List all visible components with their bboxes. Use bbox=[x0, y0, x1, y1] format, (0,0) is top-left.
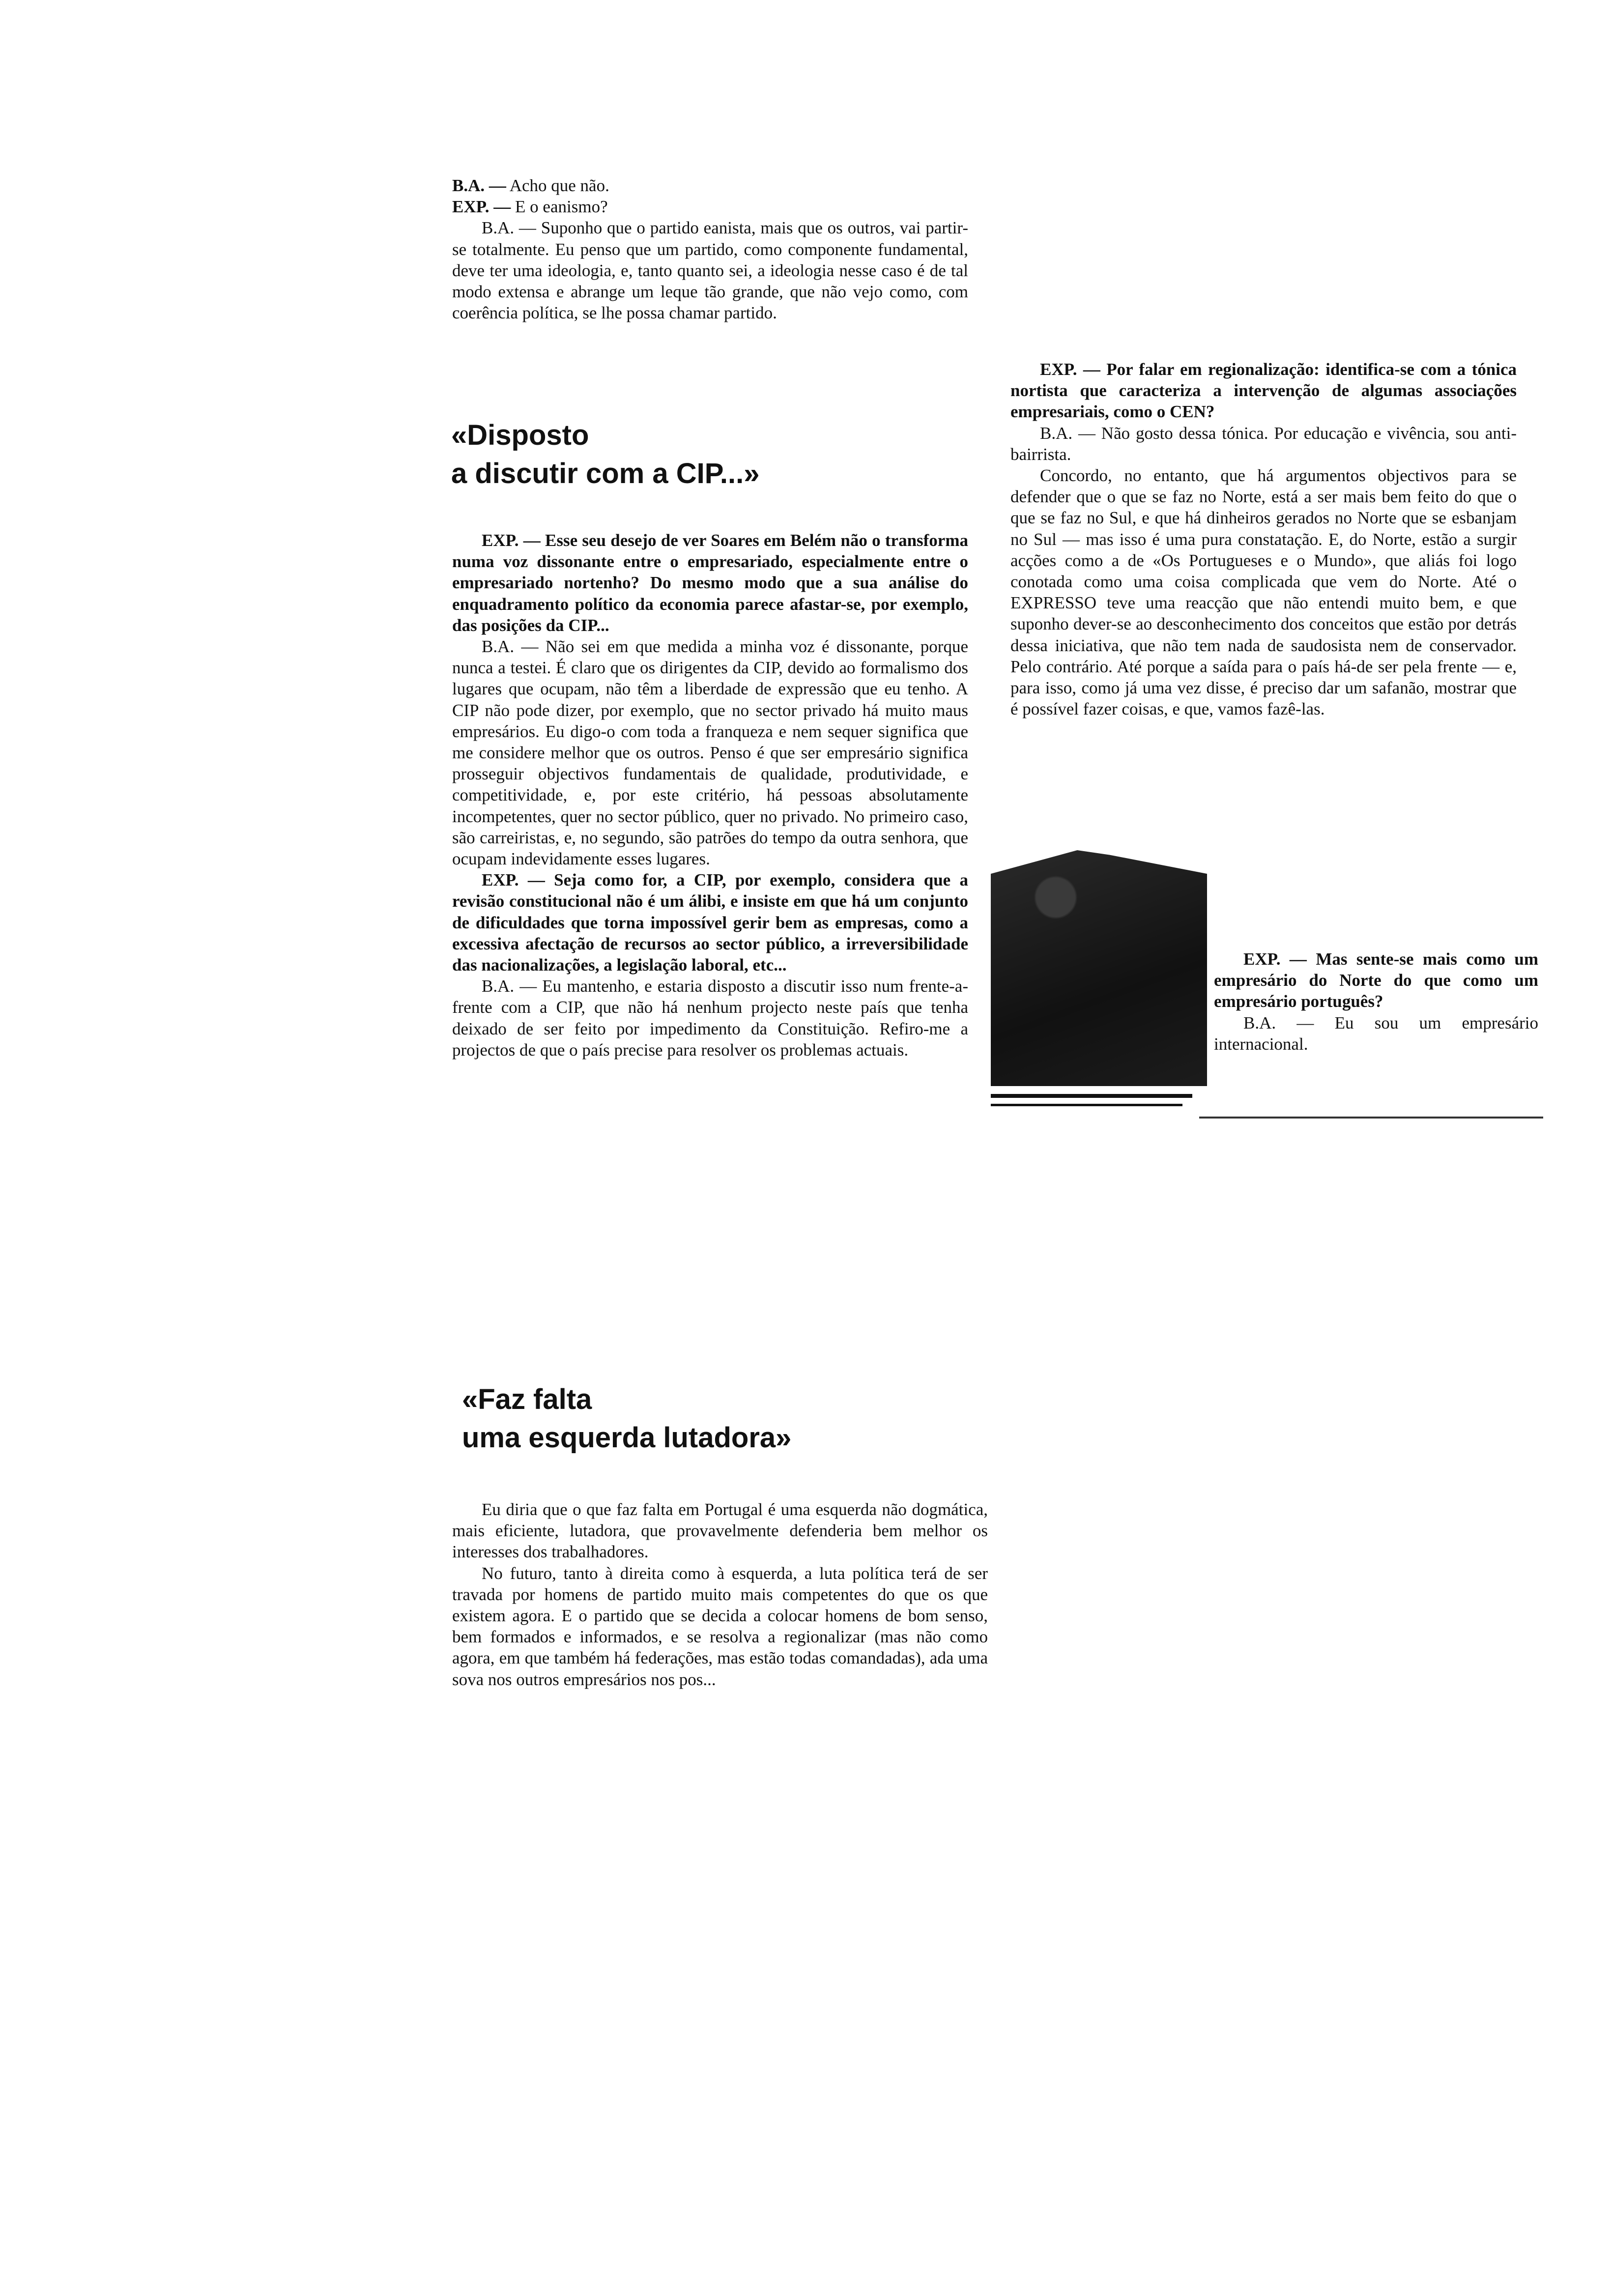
right-column-lower bbox=[1214, 948, 1538, 1055]
question-paragraph: EXP. — Por falar em regionalização: identifica-se com a tónica nortista que caracteriza a intervenção de algumas associações empresariais, como o CEN? bbox=[1010, 360, 1517, 422]
section-heading-1-line-1: «Disposto bbox=[451, 419, 589, 451]
question-paragraph: EXP. — Esse seu desejo de ver Soares em Belém não o transforma numa voz dissonante entre o empresariado, especialmente entre o empresariado nortenho? Do mesmo modo que a sua análise do enquadramento político da economia parece afastar-se, por exemplo, das posições da CIP... bbox=[452, 531, 968, 635]
section-heading-2-line-1: «Faz falta bbox=[462, 1383, 592, 1415]
right-column bbox=[1010, 359, 1517, 719]
answer-paragraph: B.A. — Eu mantenho, e estaria disposto a discutir isso num frente-a-frente com a CIP, que não há nenhum projecto neste país que tenha deixado de ser feito por impedimento da Constituição. Refiro-me a projectos de que o país precise para resolver os problemas actuais. bbox=[452, 976, 968, 1060]
question-text: E o eanismo? bbox=[515, 197, 608, 217]
photo-bottom-rule bbox=[991, 1094, 1192, 1098]
speaker-label: EXP. — bbox=[452, 197, 511, 217]
left-column-body bbox=[452, 530, 968, 1061]
question-paragraph: EXP. — Seja como for, a CIP, por exemplo, considera que a revisão constitucional não é um álibi, e insiste em que há um conjunto de dificuldades que torna impossível gerir bem as empresas, como a excessiva afectação de recursos ao sector público, a irreversibilidade das nacionalizações, a legislação laboral, etc... bbox=[452, 870, 968, 975]
top-line-2 bbox=[452, 196, 968, 217]
left-column-tail bbox=[452, 1499, 988, 1690]
speaker-label: B.A. — bbox=[452, 176, 506, 195]
body-paragraph: No futuro, tanto à direita como à esquerda, a luta política terá de ser travada por homens de partido muito mais competentes do que os que existem agora. E o partido que se decida a colocar homens de bom senso, bem formados e informados, e se resolva a regionalizar (mas não como agora, em que também há federações, mas estão todas comandadas), ada uma sova nos outros empresários nos pos... bbox=[452, 1563, 988, 1689]
answer-paragraph: B.A. — Suponho que o partido eanista, mais que os outros, vai partir-se totalmente. Eu penso que um partido, como componente fundamental, deve ter uma ideologia, e, tanto quanto sei, a ideologia nesse caso é de tal modo extensa e abrange um leque tão grande, que não vejo como, com coerência política, se lhe possa chamar partido. bbox=[452, 218, 968, 323]
body-paragraph: Eu diria que o que faz falta em Portugal é uma esquerda não dogmática, mais eficiente, lutadora, que provavelmente defenderia bem melhor os interesses dos trabalhadores. bbox=[452, 1500, 988, 1562]
question-paragraph: EXP. — Mas sente-se mais como um empresário do Norte do que como um empresário português? bbox=[1214, 949, 1538, 1011]
answer-paragraph: Concordo, no entanto, que há argumentos objectivos para se defender que o que se faz no Norte, está a ser mais bem feito do que o que se faz no Sul, e que há dinheiros gerados no Norte que se esbanjam no Sul — mas isso é uma pura constatação. E, do Norte, estão a surgir acções como a de «Os Portugueses e o Mundo», que aliás foi logo conotada como uma coisa complicada que vem do Norte. Até o EXPRESSO teve uma reacção que não entendi muito bem, e que suponho dever-se ao desconhecimento dos conceitos que estão por detrás dessa iniciativa, que não tem nada de saudosista nem de conservador. Pelo contrário. Até porque a saída para o país há-de ser pela frente — e, para isso, como já uma vez disse, é preciso dar um safanão, mostrar que é possível fazer coisas, e que, vamos fazê-las. bbox=[1010, 466, 1517, 719]
photo-bottom-rule bbox=[991, 1104, 1182, 1106]
section-heading-2-line-2: uma esquerda lutadora» bbox=[462, 1422, 792, 1454]
answer-paragraph: B.A. — Não sei em que medida a minha voz é dissonante, porque nunca a testei. É claro que os dirigentes da CIP, devido ao formalismo dos lugares que ocupam, não têm a liberdade de expressão que eu tenho. A CIP não pode dizer, por exemplo, que no sector privado há muito maus empresários. Eu digo-o com toda a franqueza e nem sequer significa que me considere melhor que os outros. Penso é que ser empresário significa prosseguir objectivos fundamentais de qualidade, produtividade, e competitividade, e, por este critério, há pessoas absolutamente incompetentes, quer no sector público, quer no privado. No primeiro caso, são carreiristas, e, no segundo, são patrões do tempo da outra senhora, que ocupam indevidamente esses lugares. bbox=[452, 637, 968, 869]
left-column bbox=[452, 175, 968, 323]
section-heading-1-line-2: a discutir com a CIP...» bbox=[451, 458, 760, 489]
top-line-1 bbox=[452, 175, 968, 196]
answer-paragraph: B.A. — Não gosto dessa tónica. Por educação e vivência, sou anti-bairrista. bbox=[1010, 423, 1517, 464]
photo-bottom-rule bbox=[1199, 1117, 1543, 1119]
answer-text: Acho que não. bbox=[509, 176, 609, 195]
answer-paragraph: B.A. — Eu sou um empresário internacional. bbox=[1214, 1013, 1538, 1054]
photo-image bbox=[991, 850, 1207, 1086]
